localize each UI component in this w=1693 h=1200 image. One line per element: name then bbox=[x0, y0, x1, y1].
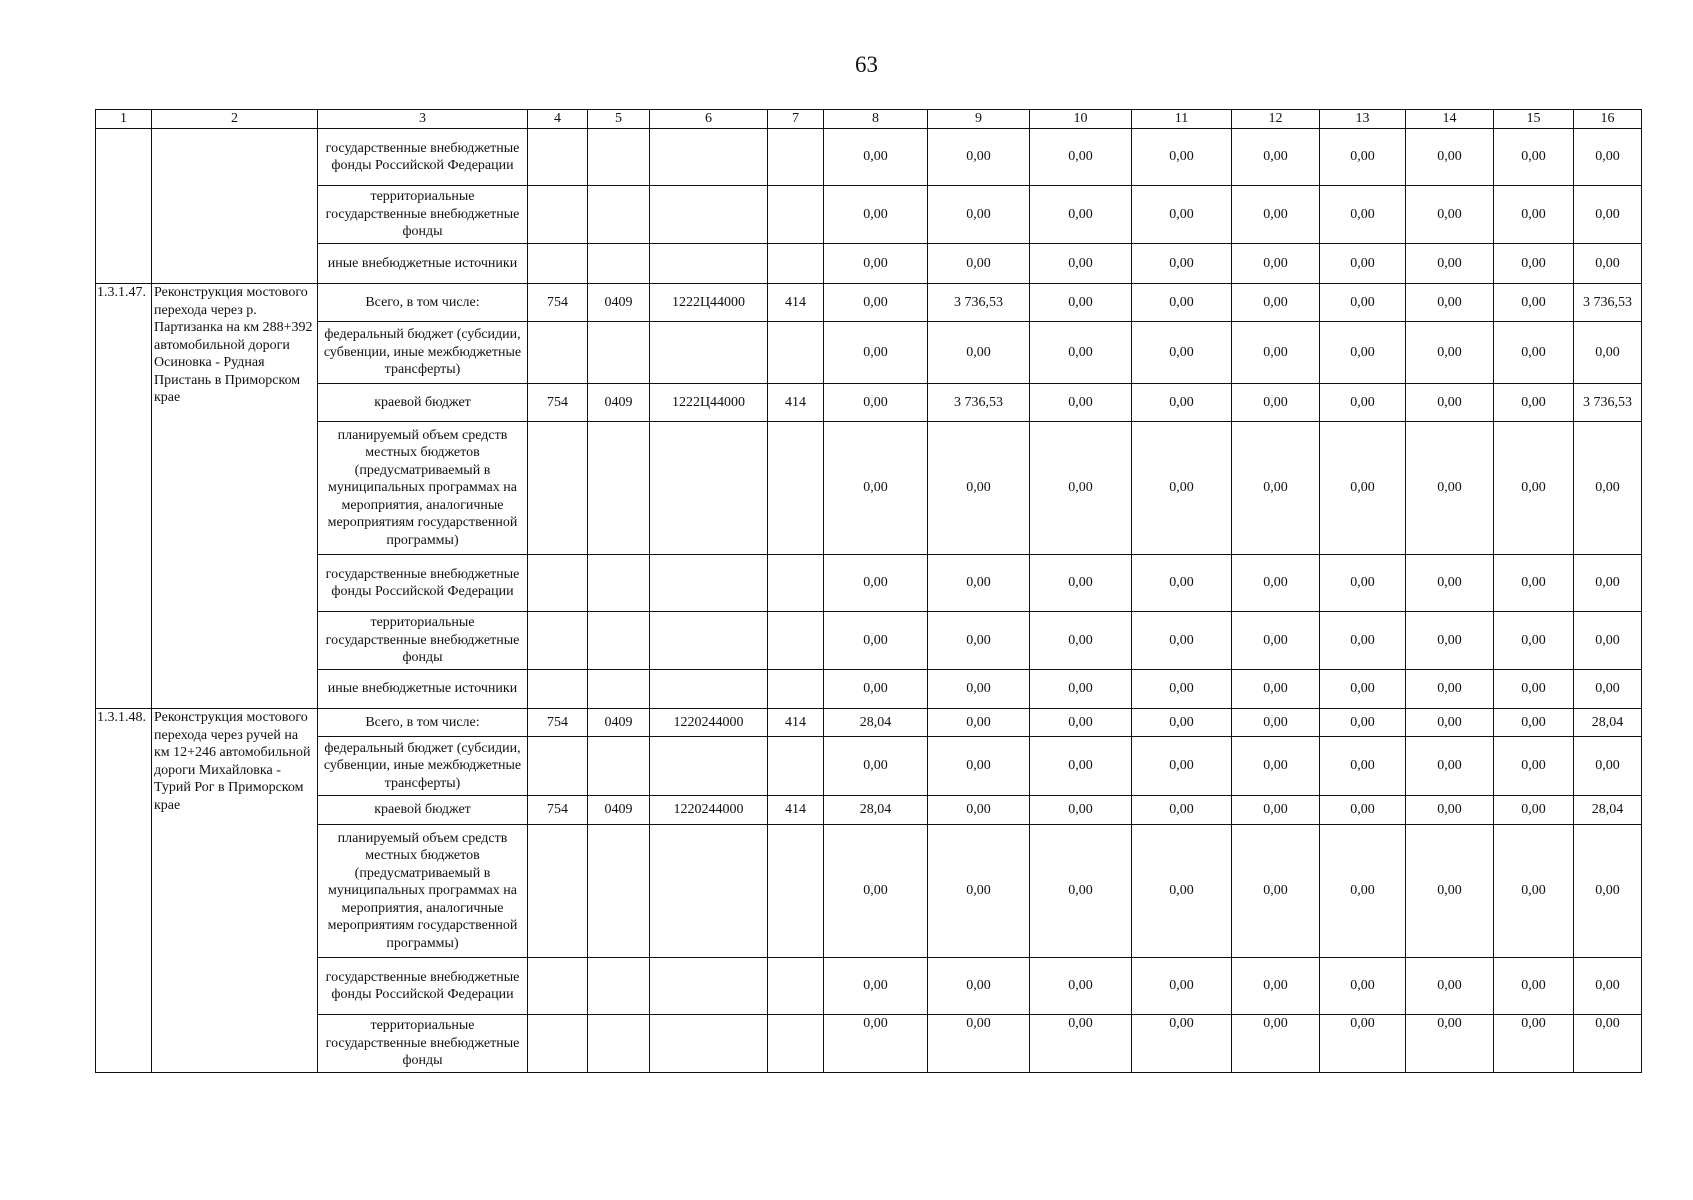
funding-source: Всего, в том числе: bbox=[318, 709, 528, 737]
value-cell: 0,00 bbox=[928, 322, 1030, 384]
funding-source: государственные внебюджетные фонды Российской Федерации bbox=[318, 555, 528, 612]
value-cell: 0,00 bbox=[824, 737, 928, 796]
value-cell: 0,00 bbox=[1320, 284, 1406, 322]
value-cell: 0,00 bbox=[1132, 422, 1232, 555]
value-cell: 0,00 bbox=[1232, 555, 1320, 612]
value-cell: 0,00 bbox=[1406, 384, 1494, 422]
value-cell: 0,00 bbox=[1320, 244, 1406, 284]
budget-code-c6: 1222Ц44000 bbox=[650, 284, 768, 322]
value-cell: 0,00 bbox=[1574, 129, 1642, 186]
budget-code-c4: 754 bbox=[528, 384, 588, 422]
funding-source: иные внебюджетные источники bbox=[318, 244, 528, 284]
value-cell: 0,00 bbox=[1320, 322, 1406, 384]
budget-code-c5 bbox=[588, 958, 650, 1015]
column-header-7: 7 bbox=[768, 110, 824, 129]
value-cell: 0,00 bbox=[1030, 322, 1132, 384]
column-header-6: 6 bbox=[650, 110, 768, 129]
value-cell: 0,00 bbox=[824, 284, 928, 322]
value-cell: 0,00 bbox=[824, 1015, 928, 1073]
value-cell: 0,00 bbox=[928, 244, 1030, 284]
value-cell: 0,00 bbox=[1030, 284, 1132, 322]
empty-cell bbox=[650, 186, 768, 244]
table-header bbox=[96, 110, 1642, 129]
value-cell: 0,00 bbox=[1132, 284, 1232, 322]
funding-source: планируемый объем средств местных бюджетов (предусматриваемый в муниципальных программах на мероприятия, аналогичные мероприятиям государственной программы) bbox=[318, 825, 528, 958]
budget-code-c5 bbox=[588, 322, 650, 384]
budget-code-c7 bbox=[768, 322, 824, 384]
empty-cell bbox=[528, 244, 588, 284]
value-cell: 0,00 bbox=[1232, 1015, 1320, 1073]
budget-code-c6: 1220244000 bbox=[650, 709, 768, 737]
budget-code-c5 bbox=[588, 670, 650, 709]
value-cell: 0,00 bbox=[1232, 737, 1320, 796]
value-cell: 0,00 bbox=[1320, 129, 1406, 186]
value-cell: 0,00 bbox=[1406, 958, 1494, 1015]
value-cell: 0,00 bbox=[1494, 129, 1574, 186]
value-cell: 0,00 bbox=[824, 670, 928, 709]
value-cell: 0,00 bbox=[1574, 612, 1642, 670]
budget-code-c4: 754 bbox=[528, 796, 588, 825]
budget-code-c4 bbox=[528, 737, 588, 796]
budget-code-c5: 0409 bbox=[588, 384, 650, 422]
funding-source: территориальные государственные внебюджетные фонды bbox=[318, 612, 528, 670]
value-cell: 0,00 bbox=[928, 737, 1030, 796]
value-cell: 0,00 bbox=[1232, 384, 1320, 422]
value-cell: 0,00 bbox=[824, 612, 928, 670]
value-cell: 0,00 bbox=[824, 555, 928, 612]
value-cell: 0,00 bbox=[824, 384, 928, 422]
budget-code-c6 bbox=[650, 322, 768, 384]
value-cell: 0,00 bbox=[928, 958, 1030, 1015]
value-cell: 0,00 bbox=[1406, 284, 1494, 322]
table-row bbox=[96, 186, 1642, 244]
value-cell: 0,00 bbox=[1406, 555, 1494, 612]
page-number: 63 bbox=[855, 52, 878, 77]
value-cell: 0,00 bbox=[824, 825, 928, 958]
value-cell: 0,00 bbox=[1406, 129, 1494, 186]
value-cell: 0,00 bbox=[1406, 737, 1494, 796]
table-row bbox=[96, 422, 1642, 555]
empty-cell bbox=[650, 244, 768, 284]
budget-code-c4 bbox=[528, 825, 588, 958]
value-cell: 3 736,53 bbox=[928, 284, 1030, 322]
value-cell: 0,00 bbox=[1132, 129, 1232, 186]
empty-cell bbox=[650, 129, 768, 186]
budget-code-c6: 1222Ц44000 bbox=[650, 384, 768, 422]
value-cell: 0,00 bbox=[1494, 737, 1574, 796]
value-cell: 0,00 bbox=[1406, 186, 1494, 244]
value-cell: 0,00 bbox=[1494, 384, 1574, 422]
budget-code-c4 bbox=[528, 612, 588, 670]
column-header-11: 11 bbox=[1132, 110, 1232, 129]
budget-code-c7: 414 bbox=[768, 709, 824, 737]
budget-code-c7 bbox=[768, 825, 824, 958]
value-cell: 0,00 bbox=[928, 612, 1030, 670]
value-cell: 0,00 bbox=[1494, 958, 1574, 1015]
item-code: 1.3.1.48. bbox=[96, 709, 152, 1073]
value-cell: 0,00 bbox=[1574, 244, 1642, 284]
value-cell: 28,04 bbox=[824, 709, 928, 737]
value-cell: 0,00 bbox=[1406, 1015, 1494, 1073]
column-header-13: 13 bbox=[1320, 110, 1406, 129]
budget-code-c6 bbox=[650, 612, 768, 670]
value-cell: 0,00 bbox=[1574, 1015, 1642, 1073]
value-cell: 0,00 bbox=[1030, 612, 1132, 670]
value-cell: 0,00 bbox=[1232, 958, 1320, 1015]
column-header-14: 14 bbox=[1406, 110, 1494, 129]
value-cell: 28,04 bbox=[1574, 709, 1642, 737]
empty-cell bbox=[768, 186, 824, 244]
item-code: 1.3.1.47. bbox=[96, 284, 152, 709]
value-cell: 0,00 bbox=[928, 186, 1030, 244]
budget-code-c7 bbox=[768, 1015, 824, 1073]
value-cell: 0,00 bbox=[1320, 709, 1406, 737]
value-cell: 0,00 bbox=[1132, 709, 1232, 737]
value-cell: 0,00 bbox=[1232, 284, 1320, 322]
funding-source: краевой бюджет bbox=[318, 796, 528, 825]
value-cell: 0,00 bbox=[1574, 958, 1642, 1015]
value-cell: 0,00 bbox=[824, 322, 928, 384]
budget-table bbox=[95, 109, 1642, 1073]
value-cell: 0,00 bbox=[928, 670, 1030, 709]
budget-code-c6: 1220244000 bbox=[650, 796, 768, 825]
value-cell: 0,00 bbox=[1320, 825, 1406, 958]
funding-source: планируемый объем средств местных бюджетов (предусматриваемый в муниципальных программах на мероприятия, аналогичные мероприятиям государственной программы) bbox=[318, 422, 528, 555]
budget-code-c4 bbox=[528, 555, 588, 612]
value-cell: 0,00 bbox=[1132, 958, 1232, 1015]
budget-code-c7: 414 bbox=[768, 384, 824, 422]
column-header-3: 3 bbox=[318, 110, 528, 129]
value-cell: 0,00 bbox=[1030, 709, 1132, 737]
value-cell: 0,00 bbox=[1574, 825, 1642, 958]
column-header-10: 10 bbox=[1030, 110, 1132, 129]
empty-cell bbox=[588, 244, 650, 284]
value-cell: 0,00 bbox=[1494, 284, 1574, 322]
value-cell: 0,00 bbox=[1132, 737, 1232, 796]
budget-code-c6 bbox=[650, 958, 768, 1015]
value-cell: 0,00 bbox=[1030, 958, 1132, 1015]
value-cell: 0,00 bbox=[928, 709, 1030, 737]
value-cell: 0,00 bbox=[1406, 796, 1494, 825]
budget-code-c7 bbox=[768, 612, 824, 670]
value-cell: 0,00 bbox=[1030, 555, 1132, 612]
budget-code-c6 bbox=[650, 825, 768, 958]
table-row bbox=[96, 612, 1642, 670]
value-cell: 28,04 bbox=[824, 796, 928, 825]
value-cell: 0,00 bbox=[1132, 555, 1232, 612]
value-cell: 0,00 bbox=[1232, 422, 1320, 555]
column-header-12: 12 bbox=[1232, 110, 1320, 129]
empty-cell bbox=[768, 129, 824, 186]
table-row bbox=[96, 284, 1642, 322]
value-cell: 0,00 bbox=[1232, 825, 1320, 958]
budget-code-c4 bbox=[528, 1015, 588, 1073]
budget-code-c7: 414 bbox=[768, 796, 824, 825]
value-cell: 0,00 bbox=[1320, 958, 1406, 1015]
table-row bbox=[96, 958, 1642, 1015]
value-cell: 0,00 bbox=[1494, 670, 1574, 709]
value-cell: 0,00 bbox=[928, 422, 1030, 555]
value-cell: 0,00 bbox=[1132, 670, 1232, 709]
table-row bbox=[96, 322, 1642, 384]
value-cell: 0,00 bbox=[1030, 384, 1132, 422]
budget-code-c7 bbox=[768, 958, 824, 1015]
value-cell: 0,00 bbox=[824, 958, 928, 1015]
value-cell: 0,00 bbox=[1030, 670, 1132, 709]
value-cell: 28,04 bbox=[1574, 796, 1642, 825]
value-cell: 0,00 bbox=[1030, 1015, 1132, 1073]
value-cell: 0,00 bbox=[1406, 422, 1494, 555]
value-cell: 0,00 bbox=[1320, 186, 1406, 244]
budget-code-c7 bbox=[768, 737, 824, 796]
table-row bbox=[96, 709, 1642, 737]
funding-source: Всего, в том числе: bbox=[318, 284, 528, 322]
value-cell: 0,00 bbox=[1320, 612, 1406, 670]
value-cell: 0,00 bbox=[824, 422, 928, 555]
value-cell: 0,00 bbox=[1232, 244, 1320, 284]
value-cell: 0,00 bbox=[1494, 1015, 1574, 1073]
value-cell: 0,00 bbox=[928, 825, 1030, 958]
table-row bbox=[96, 670, 1642, 709]
column-header-16: 16 bbox=[1574, 110, 1642, 129]
value-cell: 0,00 bbox=[928, 1015, 1030, 1073]
value-cell: 0,00 bbox=[1132, 322, 1232, 384]
empty-cell bbox=[528, 129, 588, 186]
column-header-4: 4 bbox=[528, 110, 588, 129]
value-cell: 0,00 bbox=[1406, 612, 1494, 670]
value-cell: 3 736,53 bbox=[1574, 384, 1642, 422]
value-cell: 0,00 bbox=[1494, 322, 1574, 384]
value-cell: 0,00 bbox=[1132, 796, 1232, 825]
value-cell: 0,00 bbox=[1320, 1015, 1406, 1073]
budget-code-c4 bbox=[528, 422, 588, 555]
item-name-cell bbox=[152, 129, 318, 284]
budget-code-c5 bbox=[588, 555, 650, 612]
value-cell: 0,00 bbox=[928, 129, 1030, 186]
budget-code-c5 bbox=[588, 737, 650, 796]
value-cell: 0,00 bbox=[1320, 737, 1406, 796]
value-cell: 0,00 bbox=[1132, 825, 1232, 958]
column-header-15: 15 bbox=[1494, 110, 1574, 129]
value-cell: 0,00 bbox=[1132, 612, 1232, 670]
column-header-2: 2 bbox=[152, 110, 318, 129]
budget-code-c4: 754 bbox=[528, 284, 588, 322]
value-cell: 0,00 bbox=[1494, 244, 1574, 284]
column-header-5: 5 bbox=[588, 110, 650, 129]
value-cell: 0,00 bbox=[1574, 670, 1642, 709]
item-name: Реконструкция мостового перехода через ручей на км 12+246 автомобильной дороги Михайловка - Турий Рог в Приморском крае bbox=[152, 709, 318, 1073]
funding-source: государственные внебюджетные фонды Российской Федерации bbox=[318, 129, 528, 186]
value-cell: 0,00 bbox=[928, 555, 1030, 612]
table-body bbox=[96, 129, 1642, 1073]
budget-code-c4 bbox=[528, 670, 588, 709]
value-cell: 0,00 bbox=[928, 796, 1030, 825]
table-row bbox=[96, 825, 1642, 958]
value-cell: 0,00 bbox=[1574, 422, 1642, 555]
value-cell: 0,00 bbox=[1494, 186, 1574, 244]
column-header-8: 8 bbox=[824, 110, 928, 129]
value-cell: 0,00 bbox=[1232, 322, 1320, 384]
budget-code-c5 bbox=[588, 422, 650, 555]
value-cell: 0,00 bbox=[824, 186, 928, 244]
funding-source: иные внебюджетные источники bbox=[318, 670, 528, 709]
budget-code-c5: 0409 bbox=[588, 709, 650, 737]
budget-code-c5: 0409 bbox=[588, 796, 650, 825]
column-header-1: 1 bbox=[96, 110, 152, 129]
budget-code-c5: 0409 bbox=[588, 284, 650, 322]
value-cell: 0,00 bbox=[1132, 244, 1232, 284]
value-cell: 0,00 bbox=[1232, 612, 1320, 670]
funding-source: государственные внебюджетные фонды Российской Федерации bbox=[318, 958, 528, 1015]
table-row bbox=[96, 1015, 1642, 1073]
value-cell: 0,00 bbox=[1030, 186, 1132, 244]
value-cell: 0,00 bbox=[1232, 186, 1320, 244]
value-cell: 0,00 bbox=[1232, 670, 1320, 709]
funding-source: федеральный бюджет (субсидии, субвенции, иные межбюджетные трансферты) bbox=[318, 737, 528, 796]
budget-code-c6 bbox=[650, 670, 768, 709]
value-cell: 0,00 bbox=[1406, 244, 1494, 284]
item-name: Реконструкция мостового перехода через р. Партизанка на км 288+392 автомобильной дороги Осиновка - Рудная Пристань в Приморском крае bbox=[152, 284, 318, 709]
value-cell: 0,00 bbox=[1030, 825, 1132, 958]
empty-cell bbox=[768, 244, 824, 284]
value-cell: 0,00 bbox=[1132, 384, 1232, 422]
funding-source: территориальные государственные внебюджетные фонды bbox=[318, 186, 528, 244]
budget-code-c5 bbox=[588, 612, 650, 670]
funding-source: территориальные государственные внебюджетные фонды bbox=[318, 1015, 528, 1073]
value-cell: 0,00 bbox=[1574, 322, 1642, 384]
value-cell: 0,00 bbox=[824, 129, 928, 186]
header-row bbox=[96, 110, 1642, 129]
table-row bbox=[96, 129, 1642, 186]
value-cell: 0,00 bbox=[1132, 1015, 1232, 1073]
value-cell: 3 736,53 bbox=[928, 384, 1030, 422]
value-cell: 0,00 bbox=[1494, 709, 1574, 737]
column-header-9: 9 bbox=[928, 110, 1030, 129]
value-cell: 0,00 bbox=[1030, 129, 1132, 186]
budget-code-c7 bbox=[768, 670, 824, 709]
budget-code-c5 bbox=[588, 825, 650, 958]
value-cell: 0,00 bbox=[1494, 612, 1574, 670]
value-cell: 0,00 bbox=[1406, 322, 1494, 384]
value-cell: 0,00 bbox=[1320, 555, 1406, 612]
table-row bbox=[96, 737, 1642, 796]
value-cell: 0,00 bbox=[1406, 709, 1494, 737]
value-cell: 0,00 bbox=[1406, 670, 1494, 709]
value-cell: 0,00 bbox=[1320, 670, 1406, 709]
value-cell: 0,00 bbox=[1494, 796, 1574, 825]
value-cell: 0,00 bbox=[1232, 796, 1320, 825]
budget-code-c7: 414 bbox=[768, 284, 824, 322]
budget-code-c6 bbox=[650, 737, 768, 796]
value-cell: 0,00 bbox=[1030, 737, 1132, 796]
value-cell: 0,00 bbox=[1232, 129, 1320, 186]
funding-source: краевой бюджет bbox=[318, 384, 528, 422]
value-cell: 0,00 bbox=[1030, 422, 1132, 555]
empty-cell bbox=[588, 186, 650, 244]
budget-code-c4: 754 bbox=[528, 709, 588, 737]
item-code-cell bbox=[96, 129, 152, 284]
value-cell: 0,00 bbox=[1320, 384, 1406, 422]
budget-code-c7 bbox=[768, 555, 824, 612]
value-cell: 0,00 bbox=[1574, 737, 1642, 796]
value-cell: 0,00 bbox=[1320, 796, 1406, 825]
value-cell: 0,00 bbox=[1494, 825, 1574, 958]
empty-cell bbox=[588, 129, 650, 186]
table-row bbox=[96, 796, 1642, 825]
value-cell: 0,00 bbox=[1574, 555, 1642, 612]
budget-code-c4 bbox=[528, 322, 588, 384]
value-cell: 0,00 bbox=[1494, 422, 1574, 555]
value-cell: 0,00 bbox=[1406, 825, 1494, 958]
value-cell: 3 736,53 bbox=[1574, 284, 1642, 322]
value-cell: 0,00 bbox=[1030, 796, 1132, 825]
budget-code-c6 bbox=[650, 422, 768, 555]
value-cell: 0,00 bbox=[1320, 422, 1406, 555]
budget-code-c6 bbox=[650, 555, 768, 612]
funding-source: федеральный бюджет (субсидии, субвенции, иные межбюджетные трансферты) bbox=[318, 322, 528, 384]
value-cell: 0,00 bbox=[1574, 186, 1642, 244]
value-cell: 0,00 bbox=[1494, 555, 1574, 612]
table-row bbox=[96, 384, 1642, 422]
table-row bbox=[96, 555, 1642, 612]
budget-code-c7 bbox=[768, 422, 824, 555]
table-row bbox=[96, 244, 1642, 284]
value-cell: 0,00 bbox=[1232, 709, 1320, 737]
value-cell: 0,00 bbox=[1030, 244, 1132, 284]
budget-code-c5 bbox=[588, 1015, 650, 1073]
budget-code-c4 bbox=[528, 958, 588, 1015]
value-cell: 0,00 bbox=[1132, 186, 1232, 244]
budget-code-c6 bbox=[650, 1015, 768, 1073]
empty-cell bbox=[528, 186, 588, 244]
value-cell: 0,00 bbox=[824, 244, 928, 284]
